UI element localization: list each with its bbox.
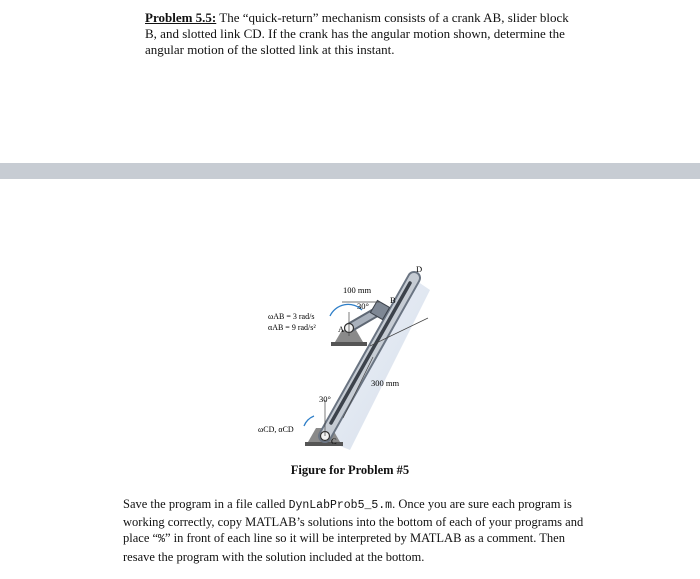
problem-text: The “quick-return” mechanism consists of a crank AB, slider block B, and slotted link CD. If the crank has the angular motion shown, determine the angular motion of the slotted link at this instant. <box>145 10 569 57</box>
program-filename: DynLabProb5_5.m <box>288 499 393 512</box>
label-d: D <box>416 264 423 274</box>
section-divider <box>0 163 700 179</box>
comment-character: % <box>158 533 165 547</box>
label-c: C <box>331 436 337 446</box>
label-alpha-ab: αAB = 9 rad/s² <box>268 323 316 332</box>
label-angle-bottom: 30° <box>319 394 331 404</box>
label-100mm: 100 mm <box>343 285 372 295</box>
label-omega-ab: ωAB = 3 rad/s <box>268 312 315 321</box>
mechanism-figure <box>230 250 470 460</box>
mechanism-diagram <box>230 250 470 460</box>
label-angle-top: 30° <box>357 301 369 311</box>
instructions-paragraph <box>123 496 593 565</box>
figure-caption: Figure for Problem #5 <box>290 463 410 477</box>
problem-statement <box>145 10 575 58</box>
omega-cd-arrow <box>304 416 314 426</box>
label-300mm: 300 mm <box>371 378 400 388</box>
instructions-text-2: . Once you are sure each program is working correctly, copy MATLAB’s solutions into the bottom of each of your programs and place “ <box>123 497 584 546</box>
label-b: B <box>390 295 396 305</box>
problem-number: Problem 5.5: <box>145 10 217 25</box>
instructions-text-3: ” in front of each line so it will be interpreted by MATLAB as a comment. Then resave the program with the solution included at the bottom. <box>123 531 565 564</box>
label-a: A <box>338 324 345 334</box>
label-omega-cd: ωCD, αCD <box>258 425 294 434</box>
instructions-text-1: Save the program in a file called <box>123 497 289 511</box>
